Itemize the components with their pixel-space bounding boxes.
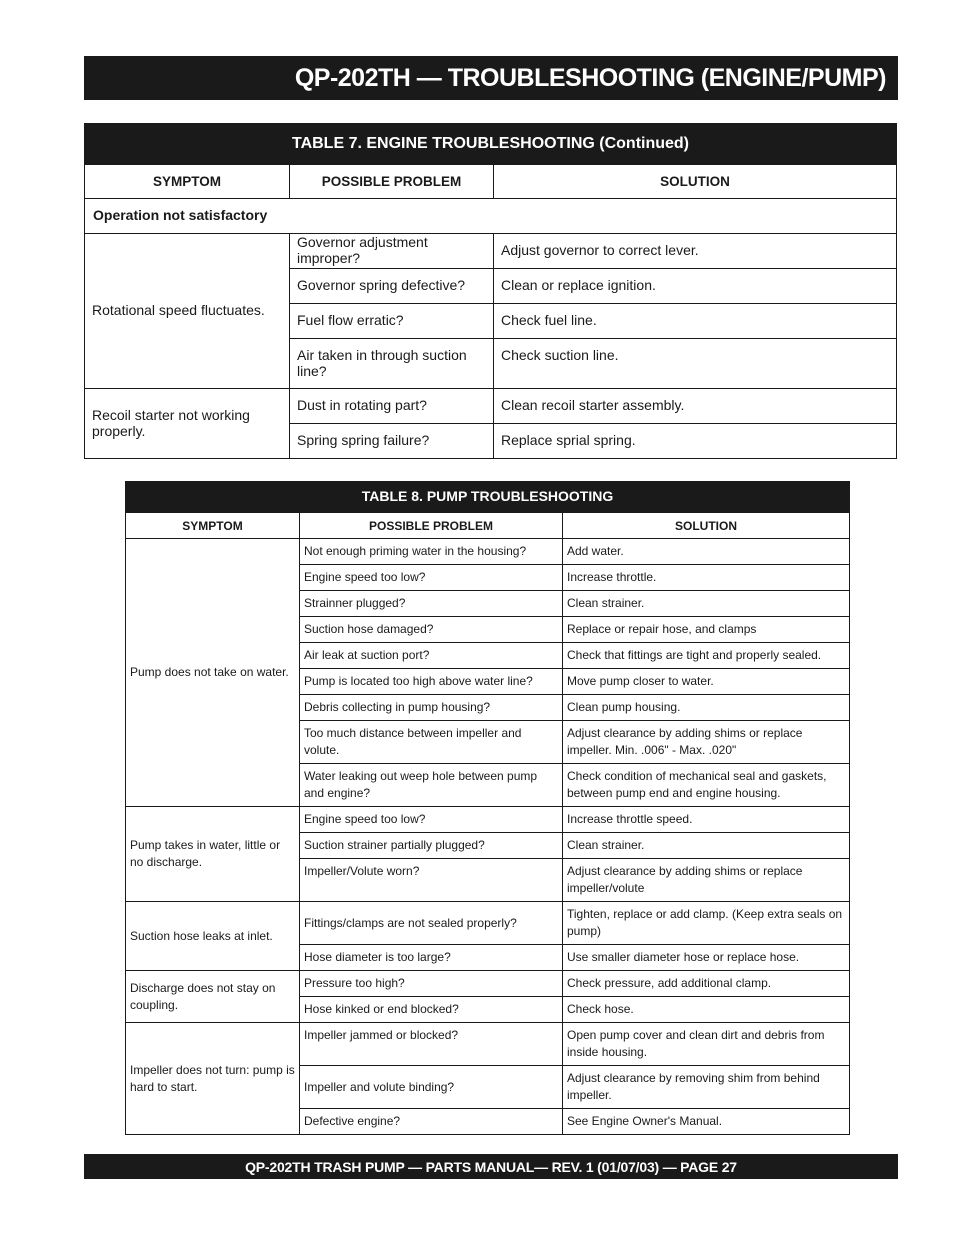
solution-cell: Adjust governor to correct lever. bbox=[494, 234, 897, 269]
solution-cell: Adjust clearance by removing shim from behind impeller. bbox=[563, 1066, 850, 1109]
solution-cell: Tighten, replace or add clamp. (Keep extra seals on pump) bbox=[563, 902, 850, 945]
column-header-solution: SOLUTION bbox=[494, 165, 897, 199]
table-row bbox=[126, 807, 850, 833]
symptom-cell: Impeller does not turn: pump is hard to start. bbox=[126, 1023, 300, 1135]
problem-cell: Strainner plugged? bbox=[300, 591, 563, 617]
solution-cell: Move pump closer to water. bbox=[563, 669, 850, 695]
group-heading: Operation not satisfactory bbox=[85, 199, 897, 234]
table-row bbox=[85, 389, 897, 424]
page-title: QP-202TH — TROUBLESHOOTING (ENGINE/PUMP) bbox=[84, 56, 898, 100]
problem-cell: Not enough priming water in the housing? bbox=[300, 539, 563, 565]
problem-cell: Defective engine? bbox=[300, 1109, 563, 1135]
problem-cell: Debris collecting in pump housing? bbox=[300, 695, 563, 721]
solution-cell: Check pressure, add additional clamp. bbox=[563, 971, 850, 997]
solution-cell: Use smaller diameter hose or replace hose. bbox=[563, 945, 850, 971]
table-row bbox=[126, 539, 850, 565]
problem-cell: Engine speed too low? bbox=[300, 565, 563, 591]
symptom-cell: Pump does not take on water. bbox=[126, 539, 300, 807]
solution-cell: Open pump cover and clean dirt and debris from inside housing. bbox=[563, 1023, 850, 1066]
solution-cell: Add water. bbox=[563, 539, 850, 565]
solution-cell: Check fuel line. bbox=[494, 304, 897, 339]
problem-cell: Suction strainer partially plugged? bbox=[300, 833, 563, 859]
solution-cell: Adjust clearance by adding shims or replace impeller/volute bbox=[563, 859, 850, 902]
problem-cell: Fittings/clamps are not sealed properly? bbox=[300, 902, 563, 945]
solution-cell: Adjust clearance by adding shims or replace impeller. Min. .006" - Max. .020" bbox=[563, 721, 850, 764]
problem-cell: Spring spring failure? bbox=[290, 424, 494, 459]
table-caption: TABLE 7. ENGINE TROUBLESHOOTING (Continued) bbox=[85, 124, 897, 165]
solution-cell: Clean strainer. bbox=[563, 591, 850, 617]
symptom-cell: Rotational speed fluctuates. bbox=[85, 234, 290, 389]
symptom-cell: Pump takes in water, little or no discharge. bbox=[126, 807, 300, 902]
problem-cell: Impeller and volute binding? bbox=[300, 1066, 563, 1109]
problem-cell: Impeller jammed or blocked? bbox=[300, 1023, 563, 1066]
problem-cell: Hose kinked or end blocked? bbox=[300, 997, 563, 1023]
solution-cell: Check condition of mechanical seal and gaskets, between pump end and engine housing. bbox=[563, 764, 850, 807]
solution-cell: Replace or repair hose, and clamps bbox=[563, 617, 850, 643]
problem-cell: Too much distance between impeller and volute. bbox=[300, 721, 563, 764]
symptom-cell: Suction hose leaks at inlet. bbox=[126, 902, 300, 971]
problem-cell: Engine speed too low? bbox=[300, 807, 563, 833]
solution-cell: Check hose. bbox=[563, 997, 850, 1023]
solution-cell: Clean strainer. bbox=[563, 833, 850, 859]
column-header-problem: POSSIBLE PROBLEM bbox=[300, 513, 563, 539]
solution-cell: Increase throttle. bbox=[563, 565, 850, 591]
problem-cell: Water leaking out weep hole between pump and engine? bbox=[300, 764, 563, 807]
solution-cell: Clean pump housing. bbox=[563, 695, 850, 721]
problem-cell: Impeller/Volute worn? bbox=[300, 859, 563, 902]
table-row bbox=[126, 1023, 850, 1066]
problem-cell: Dust in rotating part? bbox=[290, 389, 494, 424]
problem-cell: Suction hose damaged? bbox=[300, 617, 563, 643]
table-caption: TABLE 8. PUMP TROUBLESHOOTING bbox=[126, 482, 850, 513]
symptom-cell: Recoil starter not working properly. bbox=[85, 389, 290, 459]
pump-troubleshooting-table bbox=[125, 481, 850, 1135]
solution-cell: Clean recoil starter assembly. bbox=[494, 389, 897, 424]
solution-cell: Clean or replace ignition. bbox=[494, 269, 897, 304]
page-footer: QP-202TH TRASH PUMP — PARTS MANUAL— REV. 1 (01/07/03) — PAGE 27 bbox=[84, 1154, 898, 1179]
problem-cell: Air taken in through suction line? bbox=[290, 339, 494, 389]
column-header-solution: SOLUTION bbox=[563, 513, 850, 539]
column-header-symptom: SYMPTOM bbox=[126, 513, 300, 539]
solution-cell: Replace sprial spring. bbox=[494, 424, 897, 459]
problem-cell: Hose diameter is too large? bbox=[300, 945, 563, 971]
solution-cell: Increase throttle speed. bbox=[563, 807, 850, 833]
solution-cell: See Engine Owner's Manual. bbox=[563, 1109, 850, 1135]
problem-cell: Governor adjustment improper? bbox=[290, 234, 494, 269]
column-header-problem: POSSIBLE PROBLEM bbox=[290, 165, 494, 199]
problem-cell: Pump is located too high above water line? bbox=[300, 669, 563, 695]
column-header-symptom: SYMPTOM bbox=[85, 165, 290, 199]
problem-cell: Pressure too high? bbox=[300, 971, 563, 997]
problem-cell: Air leak at suction port? bbox=[300, 643, 563, 669]
solution-cell: Check suction line. bbox=[494, 339, 897, 389]
problem-cell: Fuel flow erratic? bbox=[290, 304, 494, 339]
engine-troubleshooting-table bbox=[84, 123, 897, 459]
solution-cell: Check that fittings are tight and properly sealed. bbox=[563, 643, 850, 669]
table-row bbox=[126, 902, 850, 945]
problem-cell: Governor spring defective? bbox=[290, 269, 494, 304]
table-row bbox=[85, 234, 897, 269]
symptom-cell: Discharge does not stay on coupling. bbox=[126, 971, 300, 1023]
table-row bbox=[126, 971, 850, 997]
